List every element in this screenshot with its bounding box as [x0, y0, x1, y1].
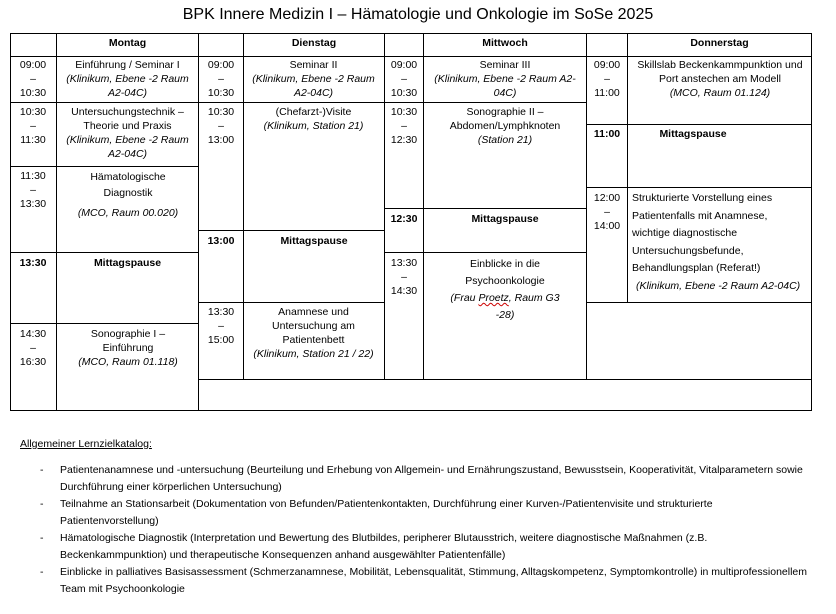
time-slot — [199, 105, 243, 147]
time-slot — [587, 58, 627, 100]
column-divider — [627, 33, 628, 302]
row-divider — [586, 124, 812, 125]
list-item — [20, 530, 810, 564]
session-location: (Klinikum, Ebene -2 Raum A2-04C) — [636, 279, 801, 292]
time-start: 11:30 — [20, 170, 46, 182]
time-slot — [587, 127, 627, 141]
time-start: 13:00 — [207, 235, 235, 247]
time-dash: – — [218, 73, 224, 85]
session-location: (Klinikum, Ebene -2 Raum A2-04C) — [66, 134, 189, 160]
time-end: 13:00 — [207, 134, 235, 146]
session-donnerstag-3 — [632, 190, 801, 295]
learning-objectives-list — [20, 462, 810, 598]
session-title: (Chefarzt-)Visite — [275, 106, 352, 118]
row-divider — [198, 302, 385, 303]
time-slot — [10, 105, 56, 147]
list-item — [20, 496, 810, 530]
session-donnerstag-1 — [636, 58, 804, 100]
column-divider — [423, 33, 424, 380]
time-end: 10:30 — [19, 87, 47, 99]
session-mittwoch-1 — [430, 58, 580, 100]
row-divider — [198, 102, 385, 103]
table-border — [811, 33, 812, 411]
session-montag-3 — [78, 169, 178, 221]
row-divider — [10, 102, 199, 103]
session-title: Strukturierte Vorstellung eines Patientenfalls mit Anamnese, wichtige diagnostische Untersuchungsbefunde, Behandlungsplan (Referat!) — [632, 192, 773, 274]
day-header-donnerstag: Donnerstag — [690, 37, 749, 49]
time-slot — [10, 327, 56, 369]
time-dash: – — [401, 271, 407, 283]
session-location: (Klinikum, Ebene -2 Raum A2-04C) — [434, 73, 576, 99]
session-location: (Klinikum, Ebene -2 Raum A2-04C) — [66, 73, 189, 99]
lunch-break-montag: Mittagspause — [93, 257, 162, 269]
time-slot — [587, 191, 627, 233]
time-end: 15:00 — [207, 334, 235, 346]
bullet: - — [40, 566, 44, 578]
session-title: Sonographie I – Einführung — [90, 328, 166, 354]
location-suffix: , Raum G3 -28) — [495, 292, 560, 321]
list-item-text: Einblicke in palliatives Basisassessment (Schmerzanamnese, Mobilität, Lebensqualität, Stimmung, Alltagskompetenz, Symptomkontrolle) in multiprofessionellem Team mit Psychoonkologie — [60, 566, 808, 595]
lunch-break-mittwoch: Mittagspause — [471, 213, 539, 225]
row-divider — [10, 252, 199, 253]
time-dash: – — [30, 184, 36, 196]
time-slot — [10, 256, 56, 270]
time-slot — [385, 105, 423, 147]
session-title: Seminar II — [289, 59, 338, 71]
time-end: 11:30 — [20, 134, 46, 146]
time-end: 10:30 — [207, 87, 235, 99]
session-mittwoch-4 — [440, 256, 570, 324]
time-dash: – — [30, 73, 36, 85]
list-item-text: Patientenanamnese und -untersuchung (Beurteilung und Erhebung von Allgemein- und Ernährungszustand, Bewusstsein, Kooperativität, Vitalparametern sowie Durchführung einer körperlichen Untersuchung) — [60, 464, 803, 493]
time-slot — [10, 58, 56, 100]
session-dienstag-2 — [246, 105, 381, 133]
day-header-montag: Montag — [108, 37, 147, 49]
time-start: 13:30 — [207, 306, 235, 318]
location-prefix: (Frau — [450, 292, 479, 304]
time-slot — [10, 169, 56, 211]
time-start: 10:30 — [19, 106, 47, 118]
session-title: Seminar III — [479, 59, 531, 71]
column-divider — [243, 33, 244, 380]
day-header-dienstag: Dienstag — [291, 37, 337, 49]
session-location: (Klinikum, Station 21) — [263, 120, 364, 132]
time-start: 10:30 — [390, 106, 418, 118]
session-title: Hämatologische Diagnostik — [90, 171, 166, 199]
row-divider — [198, 230, 385, 231]
time-start: 14:30 — [19, 328, 47, 340]
table-border — [10, 33, 812, 34]
time-dash: – — [218, 320, 224, 332]
session-title: Sonographie II – Abdomen/Lymphknoten — [449, 106, 561, 132]
session-dienstag-4 — [246, 305, 381, 361]
time-start: 12:00 — [593, 192, 621, 204]
session-location: (Station 21) — [477, 134, 533, 146]
time-start: 12:30 — [390, 213, 418, 225]
row-divider — [384, 208, 587, 209]
bullet: - — [40, 498, 44, 510]
time-start: 09:00 — [19, 59, 47, 71]
session-montag-2 — [60, 105, 195, 161]
time-end: 13:30 — [19, 198, 47, 210]
session-title: Einführung / Seminar I — [75, 59, 180, 71]
row-divider — [198, 379, 812, 380]
row-divider — [10, 323, 199, 324]
session-title: Skillslab Beckenkammpunktion und Port anstechen am Modell — [637, 59, 803, 85]
time-dash: – — [604, 73, 610, 85]
time-start: 09:00 — [207, 59, 235, 71]
time-end: 10:30 — [390, 87, 418, 99]
time-end: 16:30 — [19, 356, 47, 368]
session-location: (Klinikum, Ebene -2 Raum A2-04C) — [252, 73, 375, 99]
time-slot — [385, 212, 423, 226]
time-start: 13:30 — [390, 257, 418, 269]
time-start: 13:30 — [19, 257, 47, 269]
page-title: BPK Innere Medizin I – Hämatologie und Onkologie im SoSe 2025 — [182, 6, 654, 23]
time-dash: – — [401, 73, 407, 85]
time-slot — [385, 58, 423, 100]
table-border — [10, 410, 812, 411]
bullet: - — [40, 464, 44, 476]
time-slot — [199, 58, 243, 100]
row-divider — [586, 187, 812, 188]
time-dash: – — [30, 120, 36, 132]
session-location: (Klinikum, Station 21 / 22) — [253, 348, 374, 360]
list-item — [20, 564, 810, 598]
time-slot — [199, 234, 243, 248]
time-dash: – — [30, 342, 36, 354]
session-montag-1 — [60, 58, 195, 100]
table-border — [10, 56, 812, 57]
session-location — [440, 290, 570, 324]
catalog-title: Allgemeiner Lernzielkatalog: — [20, 438, 152, 450]
column-divider — [56, 33, 57, 411]
session-mittwoch-2 — [440, 105, 570, 147]
time-end: 11:00 — [594, 87, 620, 99]
time-end: 14:00 — [593, 220, 621, 232]
session-title: Anamnese und Untersuchung am Patientenbett — [272, 306, 355, 346]
time-slot — [385, 256, 423, 298]
time-start: 09:00 — [593, 59, 621, 71]
list-item-text: Hämatologische Diagnostik (Interpretation und Bewertung des Blutbildes, peripherer Blutausstrich, weitere diagnostische Maßnahmen (z.B. Beckenkammpunktion) und therapeutische Konsequenzen anhand ausgewählter Patientenfälle) — [60, 532, 708, 561]
lunch-break-dienstag: Mittagspause — [280, 235, 348, 247]
row-divider — [384, 102, 587, 103]
session-dienstag-1 — [246, 58, 381, 100]
session-location: (MCO, Raum 00.020) — [77, 207, 179, 219]
day-header-mittwoch: Mittwoch — [482, 37, 528, 49]
list-item — [20, 462, 810, 496]
row-divider — [384, 252, 587, 253]
time-slot — [199, 305, 243, 347]
time-start: 11:00 — [593, 128, 621, 140]
session-montag-5 — [70, 327, 186, 369]
time-start: 10:30 — [207, 106, 235, 118]
lunch-break-donnerstag: Mittagspause — [659, 128, 727, 140]
list-item-text: Teilnahme an Stationsarbeit (Dokumentation von Befunden/Patientenkontakten, Durchführung einer Kurven-/Patientenvisite und strukturierte Patientenvorstellung) — [60, 498, 713, 527]
row-divider — [10, 166, 199, 167]
time-start: 09:00 — [390, 59, 418, 71]
time-end: 12:30 — [390, 134, 418, 146]
session-title: Einblicke in die Psychoonkologie — [465, 258, 545, 287]
time-end: 14:30 — [390, 285, 418, 297]
location-name: Proetz — [478, 292, 509, 304]
bullet: - — [40, 532, 44, 544]
row-divider — [586, 302, 812, 303]
time-dash: – — [218, 120, 224, 132]
session-title: Untersuchungstechnik – Theorie und Praxis — [71, 106, 184, 132]
time-dash: – — [401, 120, 407, 132]
session-location: (MCO, Raum 01.124) — [669, 87, 771, 99]
time-dash: – — [604, 206, 610, 218]
session-location: (MCO, Raum 01.118) — [78, 356, 178, 368]
